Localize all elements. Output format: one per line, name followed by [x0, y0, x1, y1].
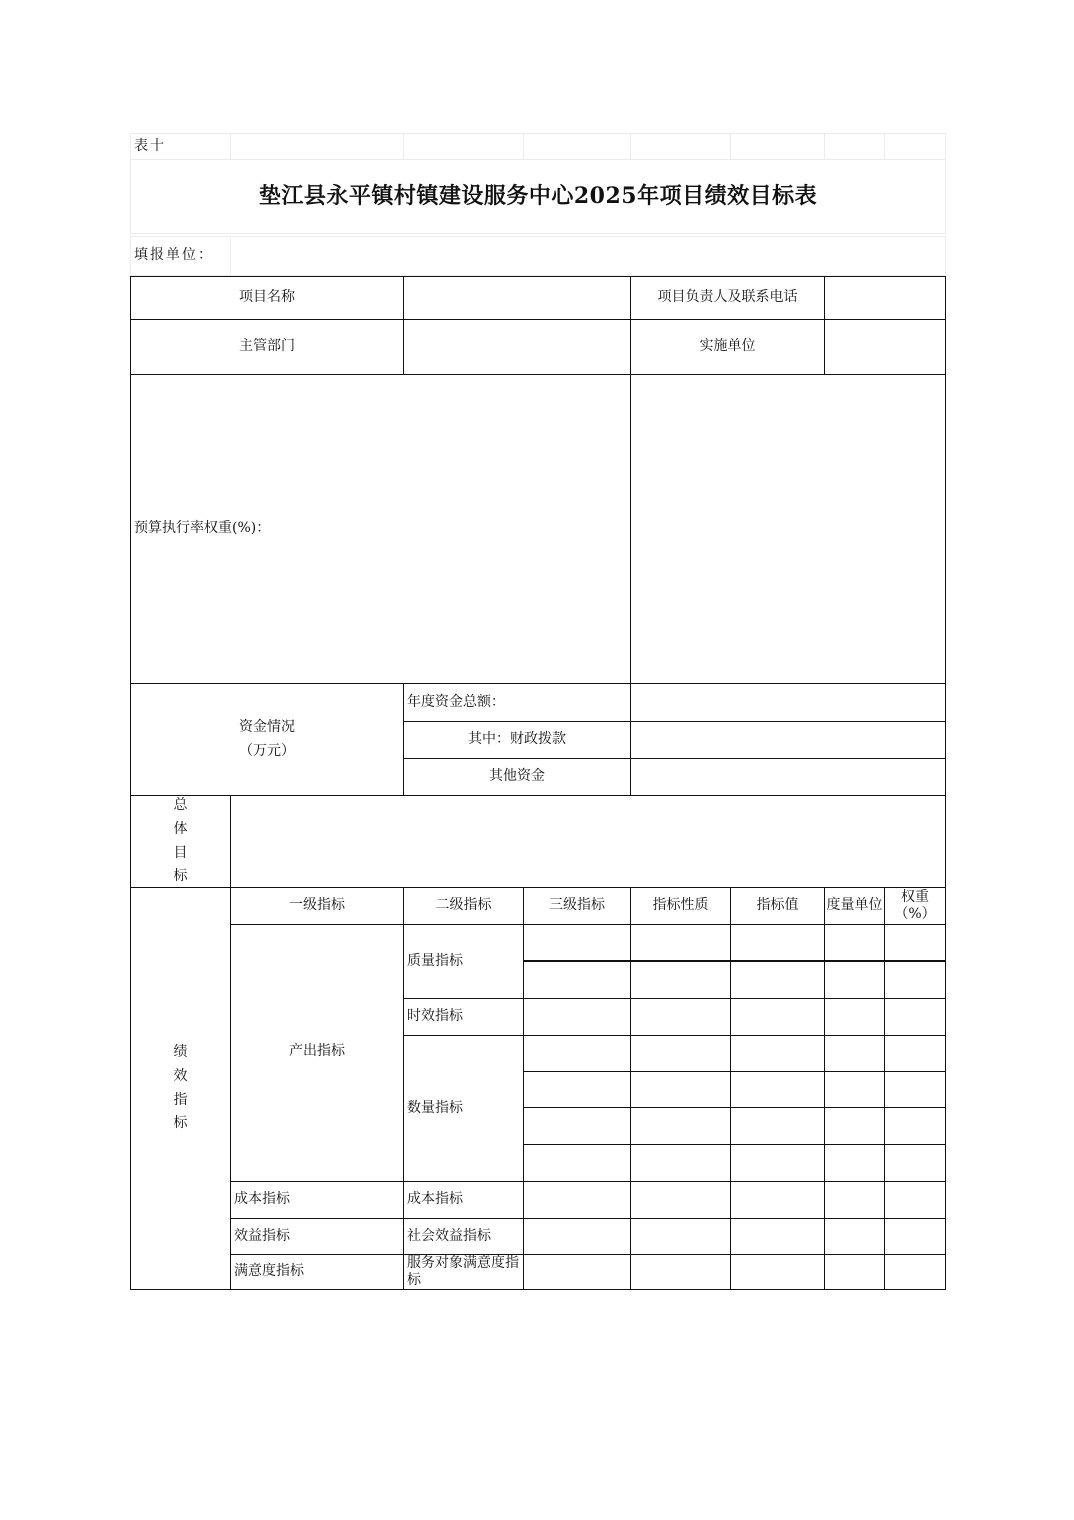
- benefit-level2: [403, 1218, 524, 1255]
- col-header-weight: [884, 887, 946, 925]
- indicator-cell[interactable]: [824, 1071, 885, 1108]
- benefit-level1-text: 效益指标: [234, 1227, 290, 1244]
- indicator-cell[interactable]: [884, 1107, 946, 1145]
- other-funds-label: [403, 758, 631, 796]
- overall-goal-label: [130, 795, 231, 888]
- col-header-level3: [523, 887, 631, 925]
- budget-rate-text: 预算执行率权重(%)：: [134, 520, 271, 537]
- budget-rate-value[interactable]: [630, 374, 946, 684]
- col-header-level1: [230, 887, 404, 925]
- grid-cell: [523, 133, 631, 160]
- indicator-cell[interactable]: [730, 1218, 825, 1255]
- fill-unit-label: [130, 236, 231, 276]
- satisfaction-level1: [230, 1254, 404, 1290]
- indicator-cell[interactable]: [630, 1254, 731, 1290]
- indicator-cell[interactable]: [523, 961, 631, 999]
- overall-goal-char: 标: [173, 868, 188, 885]
- indicator-cell[interactable]: [523, 1071, 631, 1108]
- indicator-cell[interactable]: [730, 1181, 825, 1219]
- overall-goal-char: 体: [173, 820, 188, 837]
- indicator-cell[interactable]: [884, 1071, 946, 1108]
- project-name-label: [130, 276, 404, 320]
- indicator-cell[interactable]: [884, 1144, 946, 1182]
- indicator-cell[interactable]: [730, 1144, 825, 1182]
- project-name-text: 项目名称: [239, 289, 295, 306]
- fiscal-funds-text: 其中：财政拨款: [468, 731, 566, 748]
- implementer-value[interactable]: [824, 319, 946, 375]
- grid-cell: [630, 133, 731, 160]
- col-header-level2: [403, 887, 524, 925]
- perf-label-char: 绩: [173, 1043, 188, 1060]
- timeliness-indicator-text: 时效指标: [407, 1008, 463, 1025]
- indicator-cell[interactable]: [730, 1107, 825, 1145]
- grid-cell: [824, 133, 885, 160]
- indicator-cell[interactable]: [630, 998, 731, 1036]
- indicator-cell[interactable]: [630, 1071, 731, 1108]
- indicator-cell[interactable]: [884, 961, 946, 999]
- indicator-cell[interactable]: [884, 1181, 946, 1219]
- indicator-cell[interactable]: [824, 961, 885, 999]
- overall-goal-char: 目: [173, 844, 188, 861]
- grid-cell: [884, 133, 946, 160]
- project-leader-value[interactable]: [824, 276, 946, 320]
- col-header-text: 三级指标: [549, 897, 605, 914]
- col-header-text: 权重（%）: [894, 888, 936, 922]
- indicator-cell[interactable]: [523, 1254, 631, 1290]
- indicator-cell[interactable]: [884, 924, 946, 961]
- annual-total-label: [403, 683, 631, 722]
- project-leader-label: [630, 276, 825, 320]
- indicator-cell[interactable]: [730, 998, 825, 1036]
- timeliness-indicator: [403, 998, 524, 1036]
- perf-label-char: 指: [173, 1091, 188, 1108]
- col-header-text: 度量单位: [826, 897, 883, 914]
- output-indicator: [230, 924, 404, 1182]
- satisfaction-level2-text: 服务对象满意度指标: [407, 1254, 519, 1288]
- implementer-label: [630, 319, 825, 375]
- quantity-indicator: [403, 1035, 524, 1182]
- fiscal-funds-value[interactable]: [630, 721, 946, 759]
- indicator-cell[interactable]: [630, 924, 731, 961]
- indicator-cell[interactable]: [523, 924, 631, 961]
- indicator-cell[interactable]: [523, 1218, 631, 1255]
- project-leader-text: 项目负责人及联系电话: [657, 289, 798, 306]
- funds-label-line1: 资金情况: [239, 718, 295, 735]
- col-header-text: 一级指标: [289, 897, 345, 914]
- indicator-cell[interactable]: [730, 961, 825, 999]
- quality-indicator-text: 质量指标: [407, 952, 463, 969]
- table-number: [130, 133, 231, 160]
- fill-unit-text: 填报单位：: [134, 247, 214, 264]
- indicator-cell[interactable]: [824, 924, 885, 961]
- benefit-level1: [230, 1218, 404, 1255]
- col-header-text: 二级指标: [435, 897, 492, 914]
- supervisor-label: [130, 319, 404, 375]
- indicator-cell[interactable]: [730, 1035, 825, 1072]
- perf-label: [130, 887, 231, 1290]
- funds-label-line2: （万元）: [239, 742, 295, 759]
- cost-level2-text: 成本指标: [407, 1191, 463, 1208]
- indicator-cell[interactable]: [523, 1144, 631, 1182]
- satisfaction-level2: [403, 1254, 524, 1290]
- budget-rate-block: [130, 374, 631, 684]
- indicator-cell[interactable]: [730, 924, 825, 961]
- indicator-cell[interactable]: [824, 1144, 885, 1182]
- benefit-level2-text: 社会效益指标: [407, 1227, 491, 1244]
- other-funds-value[interactable]: [630, 758, 946, 796]
- grid-cell: [403, 133, 524, 160]
- indicator-cell[interactable]: [630, 1035, 731, 1072]
- satisfaction-level1-text: 满意度指标: [234, 1263, 304, 1280]
- perf-label-char: 标: [173, 1115, 188, 1132]
- fill-unit-value[interactable]: [230, 236, 946, 276]
- supervisor-text: 主管部门: [239, 338, 295, 355]
- indicator-cell[interactable]: [523, 1107, 631, 1145]
- project-name-value[interactable]: [403, 276, 631, 320]
- indicator-cell[interactable]: [824, 1035, 885, 1072]
- indicator-cell[interactable]: [824, 1254, 885, 1290]
- fiscal-funds-label: [403, 721, 631, 759]
- overall-goal-value[interactable]: [230, 795, 946, 888]
- indicator-cell[interactable]: [630, 1144, 731, 1182]
- indicator-cell[interactable]: [630, 1181, 731, 1219]
- col-header-text: 指标性质: [652, 897, 709, 914]
- funds-label: [130, 683, 404, 796]
- col-header-value: [730, 887, 825, 925]
- form-title: [130, 159, 946, 234]
- indicator-cell[interactable]: [630, 1107, 731, 1145]
- other-funds-text: 其他资金: [489, 768, 545, 785]
- col-header-nature: [630, 887, 731, 925]
- implementer-text: 实施单位: [699, 338, 756, 355]
- cost-level1-text: 成本指标: [234, 1191, 290, 1208]
- indicator-cell[interactable]: [630, 1218, 731, 1255]
- table-number-text: 表十: [134, 137, 166, 154]
- output-indicator-text: 产出指标: [289, 1043, 345, 1059]
- col-header-text: 指标值: [756, 897, 799, 914]
- annual-total-text: 年度资金总额：: [407, 693, 505, 710]
- form-title-text: 垫江县永平镇村镇建设服务中心2025年项目绩效目标表: [258, 182, 818, 209]
- indicator-cell[interactable]: [523, 1181, 631, 1219]
- indicator-cell[interactable]: [630, 961, 731, 999]
- indicator-cell[interactable]: [523, 998, 631, 1036]
- indicator-cell[interactable]: [884, 1218, 946, 1255]
- overall-goal-char: 总: [173, 796, 188, 813]
- perf-label-char: 效: [173, 1067, 188, 1084]
- supervisor-value[interactable]: [403, 319, 631, 375]
- indicator-cell[interactable]: [824, 1218, 885, 1255]
- grid-cell: [230, 133, 404, 160]
- quantity-indicator-text: 数量指标: [407, 1099, 463, 1116]
- quality-indicator: [403, 924, 524, 999]
- indicator-cell[interactable]: [884, 998, 946, 1036]
- cost-level1: [230, 1181, 404, 1219]
- cost-level2: [403, 1181, 524, 1219]
- indicator-cell[interactable]: [824, 1107, 885, 1145]
- indicator-cell[interactable]: [884, 1254, 946, 1290]
- annual-total-value[interactable]: [630, 683, 946, 722]
- indicator-cell[interactable]: [523, 1035, 631, 1072]
- indicator-cell[interactable]: [730, 1254, 825, 1290]
- grid-cell: [730, 133, 825, 160]
- col-header-unit: [824, 887, 885, 925]
- indicator-cell[interactable]: [824, 998, 885, 1036]
- indicator-cell[interactable]: [824, 1181, 885, 1219]
- indicator-cell[interactable]: [884, 1035, 946, 1072]
- indicator-cell[interactable]: [730, 1071, 825, 1108]
